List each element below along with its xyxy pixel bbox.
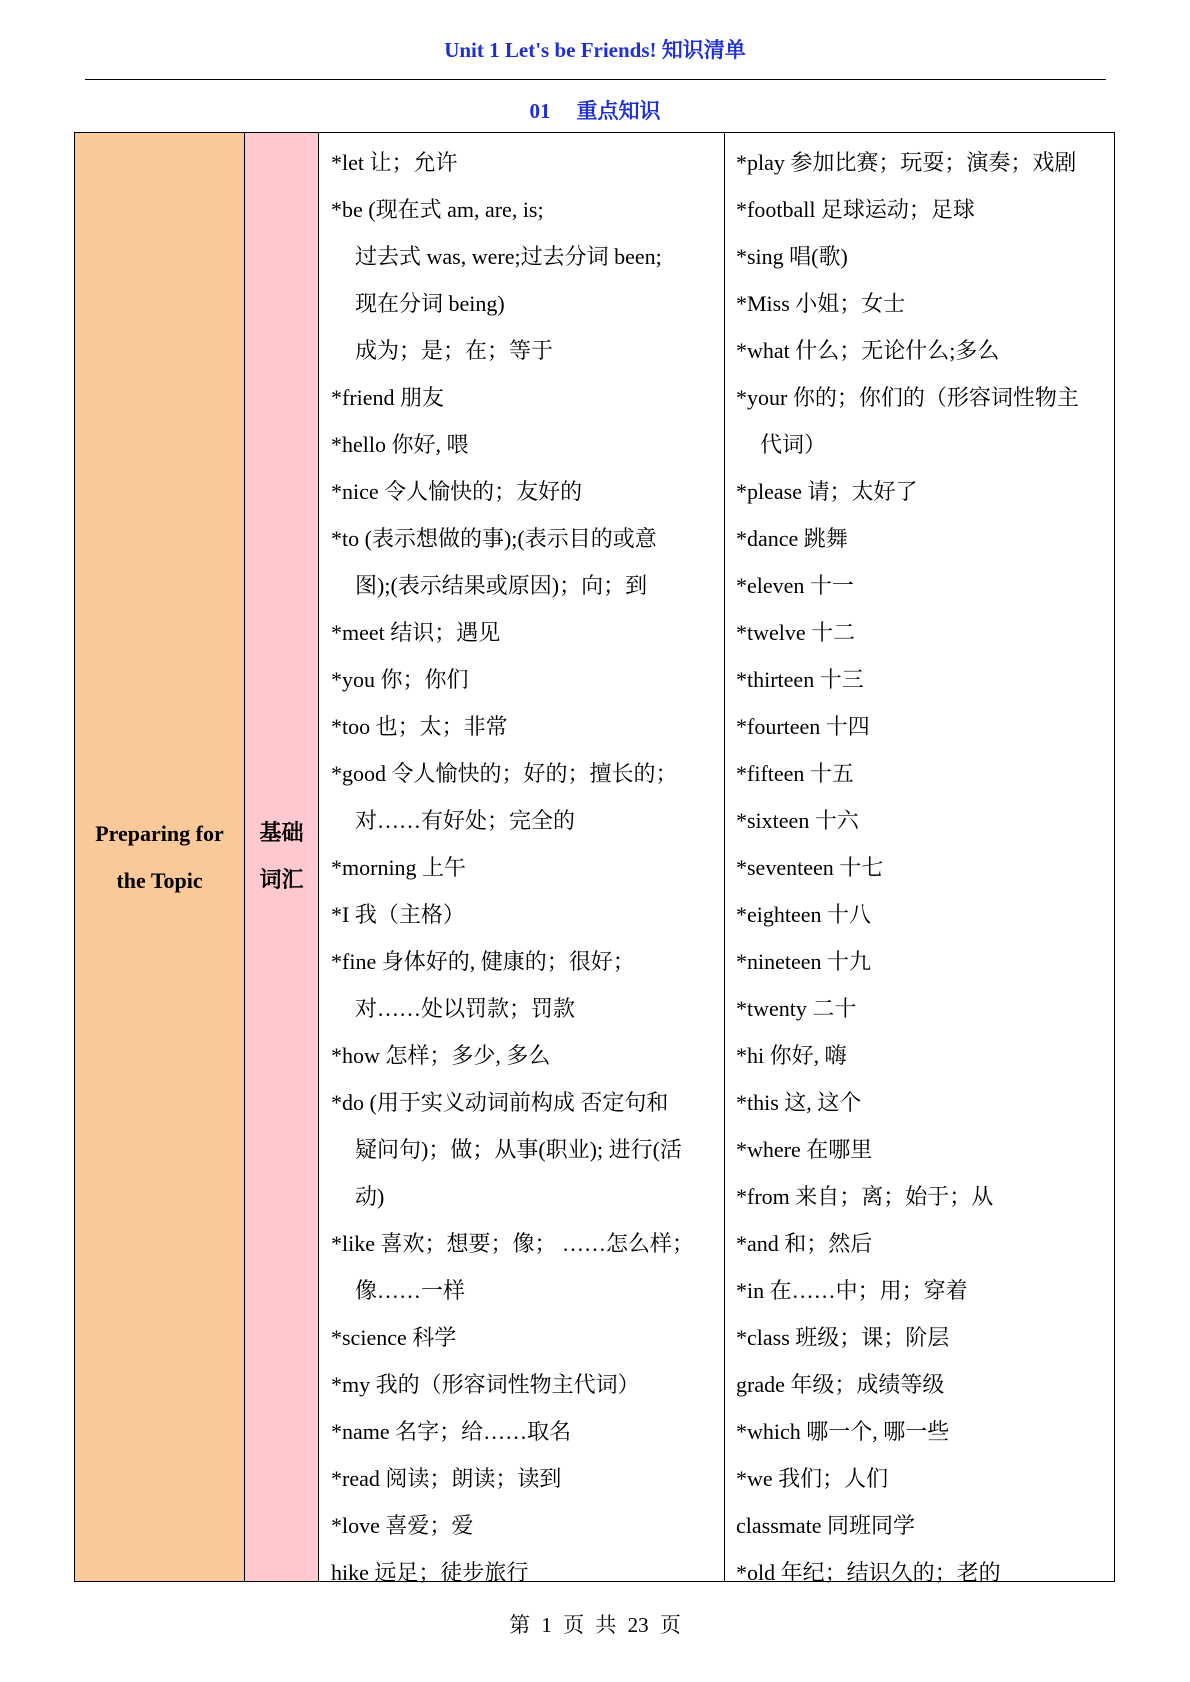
category-cell — [245, 133, 319, 1581]
vocab-line: 代词） — [760, 432, 827, 457]
vocab-line: 对……处以罚款；罚款 — [355, 996, 576, 1021]
vocabulary-column-right — [725, 133, 1114, 1585]
vocab-line: *eleven 十一 — [736, 573, 854, 598]
section-number: 01 — [529, 99, 551, 123]
vocab-line: *Miss 小姐；女士 — [736, 291, 906, 316]
vocab-line: hike 远足；徒步旅行 — [331, 1560, 529, 1585]
vocab-line: *play 参加比赛；玩耍；演奏；戏剧 — [736, 150, 1077, 175]
vocab-line: *nineteen 十九 — [736, 949, 872, 974]
vocab-line: classmate 同班同学 — [736, 1513, 916, 1538]
vocab-line: 对……有好处；完全的 — [355, 808, 576, 833]
vocab-line: *dance 跳舞 — [736, 526, 848, 551]
vocab-line: *what 什么；无论什么;多么 — [736, 338, 1000, 363]
vocab-line: *nice 令人愉快的；友好的 — [331, 479, 583, 504]
topic-label-line: Preparing for — [95, 821, 224, 846]
vocab-line: *fine 身体好的, 健康的；很好； — [331, 949, 635, 974]
vocab-line: *your 你的；你们的（形容词性物主 — [736, 385, 1079, 410]
vocab-line: *love 喜爱；爱 — [331, 1513, 474, 1538]
vocab-line: *sing 唱(歌) — [736, 244, 848, 269]
topic-label — [95, 810, 224, 904]
vocab-line: 成为；是；在；等于 — [355, 338, 554, 363]
vocab-line: *football 足球运动；足球 — [736, 197, 975, 222]
vocab-line: 图);(表示结果或原因)；向；到 — [355, 573, 648, 598]
category-label-line: 基础 — [259, 821, 304, 846]
vocab-line: *friend 朋友 — [331, 385, 445, 410]
page-footer: 第 1 页 共 23 页 — [509, 1613, 681, 1637]
vocab-line: *meet 结识；遇见 — [331, 620, 501, 645]
vocab-line: *this 这, 这个 — [736, 1090, 862, 1115]
vocab-line: grade 年级；成绩等级 — [736, 1372, 945, 1397]
vocab-line: 像……一样 — [355, 1278, 466, 1303]
vocab-line: *in 在……中；用；穿着 — [736, 1278, 968, 1303]
vocab-line: *fifteen 十五 — [736, 761, 854, 786]
vocab-line: 现在分词 being) — [355, 291, 505, 316]
vocab-line: *seventeen 十七 — [736, 855, 884, 880]
topic-label-line: the Topic — [116, 868, 203, 893]
vocab-line: *be (现在式 am, are, is; — [331, 197, 544, 222]
vocab-line: *I 我（主格） — [331, 902, 465, 927]
vocab-line: *please 请；太好了 — [736, 479, 918, 504]
vocab-line: *twenty 二十 — [736, 996, 857, 1021]
vocab-line: 过去式 was, were;过去分词 been; — [355, 244, 662, 269]
vocab-line: *from 来自；离；始于；从 — [736, 1184, 994, 1209]
vocab-line: *my 我的（形容词性物主代词） — [331, 1372, 640, 1397]
vocab-line: *let 让；允许 — [331, 150, 458, 175]
section-title: 重点知识 — [576, 99, 661, 123]
vocab-line: *like 喜欢；想要；像； ……怎么样； — [331, 1231, 694, 1256]
vocab-line: *we 我们；人们 — [736, 1466, 889, 1491]
vocab-line: 动) — [355, 1184, 385, 1209]
vocab-line: *too 也；太；非常 — [331, 714, 508, 739]
vocab-line: *hi 你好, 嗨 — [736, 1043, 847, 1068]
vocab-line: *hello 你好, 喂 — [331, 432, 469, 457]
vocab-line: *do (用于实义动词前构成 否定句和 — [331, 1090, 669, 1115]
category-label-line: 词汇 — [259, 868, 304, 893]
vocab-line: *which 哪一个, 哪一些 — [736, 1419, 950, 1444]
vocab-line: *and 和；然后 — [736, 1231, 873, 1256]
section-heading — [0, 95, 1190, 125]
vocabulary-table — [74, 132, 1115, 1585]
vocab-line: 疑问句)；做；从事(职业); 进行(活 — [355, 1137, 682, 1162]
vocab-line: *to (表示想做的事);(表示目的或意 — [331, 526, 657, 551]
vocabulary-column-left — [319, 133, 725, 1585]
vocab-line: *eighteen 十八 — [736, 902, 872, 927]
vocab-line: *morning 上午 — [331, 855, 467, 880]
vocab-line: *where 在哪里 — [736, 1137, 873, 1162]
vocab-line: *thirteen 十三 — [736, 667, 864, 692]
vocab-line: *read 阅读；朗读；读到 — [331, 1466, 562, 1491]
vocab-line: *fourteen 十四 — [736, 714, 870, 739]
document-title: Unit 1 Let's be Friends! 知识清单 — [444, 38, 746, 62]
vocab-line: *good 令人愉快的；好的；擅长的； — [331, 761, 678, 786]
header-divider — [85, 79, 1106, 80]
vocab-line: *sixteen 十六 — [736, 808, 859, 833]
vocab-line: *class 班级；课；阶层 — [736, 1325, 950, 1350]
vocab-line: *science 科学 — [331, 1325, 457, 1350]
vocab-line: *twelve 十二 — [736, 620, 856, 645]
topic-cell — [75, 133, 245, 1581]
vocab-line: *you 你；你们 — [331, 667, 469, 692]
vocab-line: *old 年纪；结识久的；老的 — [736, 1560, 1001, 1585]
vocab-line: *name 名字；给……取名 — [331, 1419, 572, 1444]
vocab-line: *how 怎样；多少, 多么 — [331, 1043, 551, 1068]
category-label — [258, 810, 306, 904]
